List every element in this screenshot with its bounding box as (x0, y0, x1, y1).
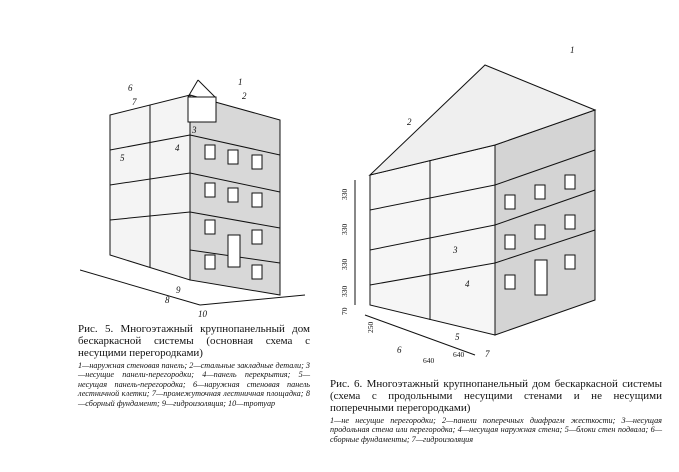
fig5-label-8: 8 (165, 295, 170, 305)
figure-5-drawing (80, 55, 310, 320)
fig5-label-2: 2 (242, 91, 247, 101)
dimension-label: 640 (453, 350, 465, 359)
dimension-label: 70 (340, 307, 349, 315)
dimension-label: 330 (340, 258, 349, 270)
dimension-label: 330 (340, 188, 349, 200)
fig5-label-3: 3 (192, 125, 197, 135)
fig5-label-4: 4 (175, 143, 180, 153)
fig6-label-5: 5 (455, 332, 460, 342)
dimension-label: 250 (366, 321, 375, 333)
fig6-label-6: 6 (397, 345, 402, 355)
figure-6-drawing (325, 35, 655, 365)
dimension-label: 640 (423, 356, 435, 365)
fig5-label-9: 9 (176, 285, 181, 295)
fig6-label-1: 1 (570, 45, 575, 55)
fig6-label-3: 3 (453, 245, 458, 255)
fig5-label-6: 6 (128, 83, 133, 93)
fig5-label-7: 7 (132, 97, 137, 107)
fig5-label-5: 5 (120, 153, 125, 163)
fig6-label-4: 4 (465, 279, 470, 289)
dimension-label: 330 (340, 223, 349, 235)
fig6-label-2: 2 (407, 117, 412, 127)
figure-6-caption (330, 378, 662, 444)
fig5-label-1: 1 (238, 77, 243, 87)
figure-5-caption-title: Рис. 5. Многоэтажный крупнопанельный дом бескаркасной системы (основная схема с несущими перегородками) (78, 323, 310, 359)
fig6-label-7: 7 (485, 349, 490, 359)
figure-6-caption-title: Рис. 6. Многоэтажный крупнопанельный дом бескаркасной системы (схема с продольными несущими стенами и не несущими поперечными перегородками) (330, 378, 662, 414)
dimension-label: 330 (340, 285, 349, 297)
figure-5-legend: 1—наружная стеновая панель; 2—стальные закладные детали; 3—несущие панели-перегородки; 4—панель перекрытия; 5—несущая панель-перегородка; 6—наружная стеновая панель лестничной клетки; 7—промежуточная лестничная площадка; 8—сборный фундамент; 9—гидроизоляция; 10—тротуар (78, 361, 310, 408)
figure-5-caption (78, 323, 310, 408)
fig5-label-10: 10 (198, 309, 207, 319)
figure-6-legend: 1—не несущие перегородки; 2—панели поперечных диафрагм жесткости; 3—несущая продольная стена или перегородка; 4—несущая наружная стена; 5—блоки стен подвала; 6—сборные фундаменты; 7—гидроизоляция (330, 416, 662, 444)
